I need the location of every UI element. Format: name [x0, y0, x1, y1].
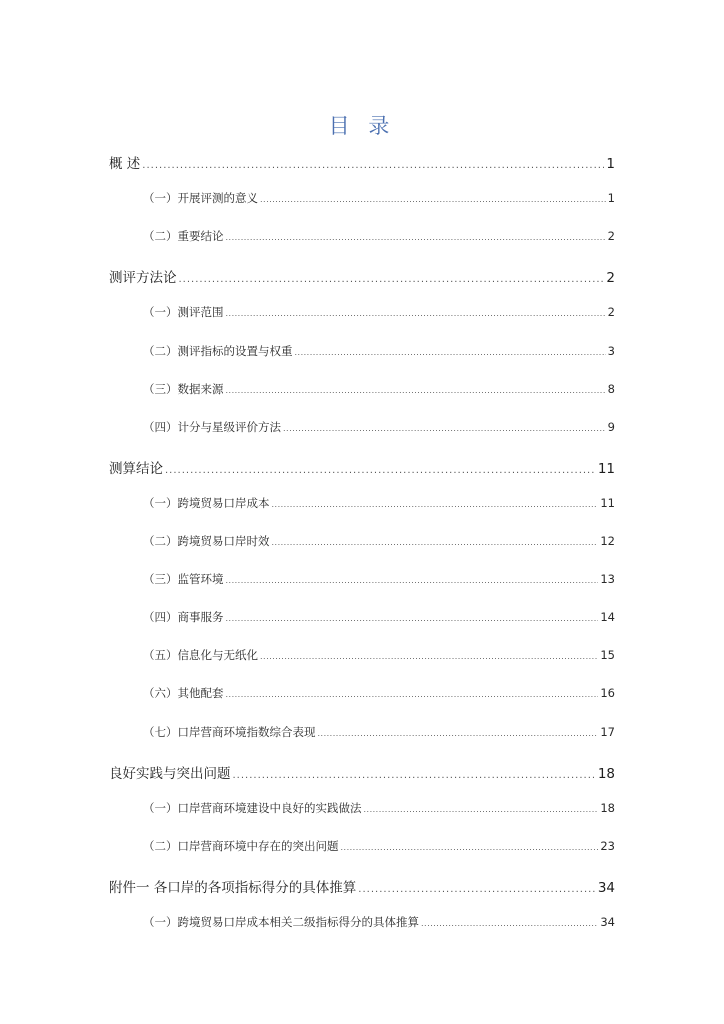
toc-entry-label: （七）口岸营商环境指数综合表现 — [143, 724, 316, 739]
toc-entry-label: （二）测评指标的设置与权重 — [143, 343, 293, 358]
toc-page-number: 23 — [600, 838, 615, 853]
toc-entry-label: （五）信息化与无纸化 — [143, 648, 258, 663]
toc-section-entry[interactable] — [143, 724, 615, 740]
toc-section-entry[interactable] — [143, 914, 615, 930]
toc-chapter-entry[interactable] — [109, 266, 615, 286]
toc-section-entry[interactable] — [143, 304, 615, 320]
toc-entry-label: （三）监管环境 — [143, 572, 224, 587]
toc-leader-dots — [318, 729, 599, 738]
toc-page-number: 18 — [597, 765, 615, 782]
toc-entry-label: （一）测评范围 — [143, 305, 224, 320]
toc-section-entry[interactable] — [143, 647, 615, 663]
toc-page-number: 1 — [607, 191, 615, 206]
toc-leader-dots — [142, 160, 604, 171]
toc-section-entry[interactable] — [143, 343, 615, 359]
toc-entry-label: （四）商事服务 — [143, 610, 224, 625]
toc-page-number: 1 — [606, 156, 615, 172]
toc-entry-label: （四）计分与星级评价方法 — [143, 419, 281, 434]
toc-page-number: 9 — [607, 419, 615, 434]
toc-entry-label: （二）重要结论 — [143, 229, 224, 244]
toc-leader-dots — [260, 652, 598, 661]
toc-leader-dots — [226, 233, 606, 242]
toc-entry-label: 附件一 各口岸的各项指标得分的具体推算 — [109, 879, 357, 896]
toc-page-number: 18 — [600, 800, 615, 815]
toc-page-number: 17 — [600, 724, 615, 739]
toc-chapter-entry[interactable] — [109, 152, 615, 172]
toc-page-number: 2 — [607, 229, 615, 244]
toc-page-number: 2 — [606, 270, 615, 287]
toc-page-number: 12 — [600, 534, 615, 548]
toc-section-entry[interactable] — [143, 533, 615, 549]
toc-entry-label: 概 述 — [109, 156, 141, 172]
toc-chapter-entry[interactable] — [109, 762, 615, 782]
toc-section-entry[interactable] — [143, 838, 615, 854]
toc-leader-dots — [358, 884, 596, 895]
toc-leader-dots — [179, 274, 605, 285]
toc-entry-label: （一）跨境贸易口岸成本相关二级指标得分的具体推算 — [143, 915, 419, 929]
toc-page-number: 16 — [600, 686, 615, 701]
toc-section-entry[interactable] — [143, 571, 615, 587]
toc-section-entry[interactable] — [143, 495, 615, 511]
toc-section-entry[interactable] — [143, 800, 615, 816]
toc-leader-dots — [272, 538, 599, 547]
toc-page-number: 34 — [597, 879, 615, 896]
toc-leader-dots — [421, 919, 598, 928]
toc-leader-dots — [233, 770, 596, 781]
toc-entry-label: （六）其他配套 — [143, 686, 224, 701]
toc-page-number: 13 — [600, 572, 615, 587]
toc-leader-dots — [283, 424, 606, 433]
toc-entry-label: 测评方法论 — [109, 270, 177, 287]
toc-leader-dots — [341, 843, 599, 852]
toc-page-number: 8 — [607, 381, 615, 396]
toc-leader-dots — [226, 309, 606, 318]
toc-entry-label: （一）口岸营商环境建设中良好的实践做法 — [143, 800, 362, 815]
toc-page-number: 2 — [607, 305, 615, 320]
toc-entry-label: 测算结论 — [109, 460, 163, 477]
toc-entry-label: （二）口岸营商环境中存在的突出问题 — [143, 838, 339, 853]
toc-chapter-entry[interactable] — [109, 457, 615, 477]
toc-section-entry[interactable] — [143, 381, 615, 397]
toc-entry-label: （二）跨境贸易口岸时效 — [143, 534, 270, 548]
toc-leader-dots — [272, 500, 599, 509]
toc-leader-dots — [226, 576, 599, 585]
toc-section-entry[interactable] — [143, 609, 615, 625]
toc-page-number: 14 — [600, 610, 615, 625]
toc-leader-dots — [260, 195, 606, 204]
toc-leader-dots — [226, 690, 599, 699]
toc-leader-dots — [226, 614, 599, 623]
toc-title: 目 录 — [328, 114, 396, 138]
toc-page-number: 11 — [597, 460, 615, 477]
toc-section-entry[interactable] — [143, 685, 615, 701]
toc-entry-label: （三）数据来源 — [143, 381, 224, 396]
toc-page-number: 3 — [607, 343, 615, 358]
toc-section-entry[interactable] — [143, 228, 615, 244]
toc-page-number: 15 — [600, 648, 615, 663]
toc-leader-dots — [364, 805, 599, 814]
toc-entry-label: （一）跨境贸易口岸成本 — [143, 495, 270, 510]
toc-leader-dots — [226, 386, 606, 395]
toc-section-entry[interactable] — [143, 419, 615, 435]
toc-leader-dots — [165, 465, 596, 476]
toc-entry-label: （一）开展评测的意义 — [143, 191, 258, 206]
toc-page-number: 11 — [600, 495, 615, 510]
toc-chapter-entry[interactable] — [109, 876, 615, 896]
toc-page-number: 34 — [600, 915, 615, 929]
toc-entry-label: 良好实践与突出问题 — [109, 765, 231, 782]
toc-section-entry[interactable] — [143, 190, 615, 206]
toc-leader-dots — [295, 348, 606, 357]
